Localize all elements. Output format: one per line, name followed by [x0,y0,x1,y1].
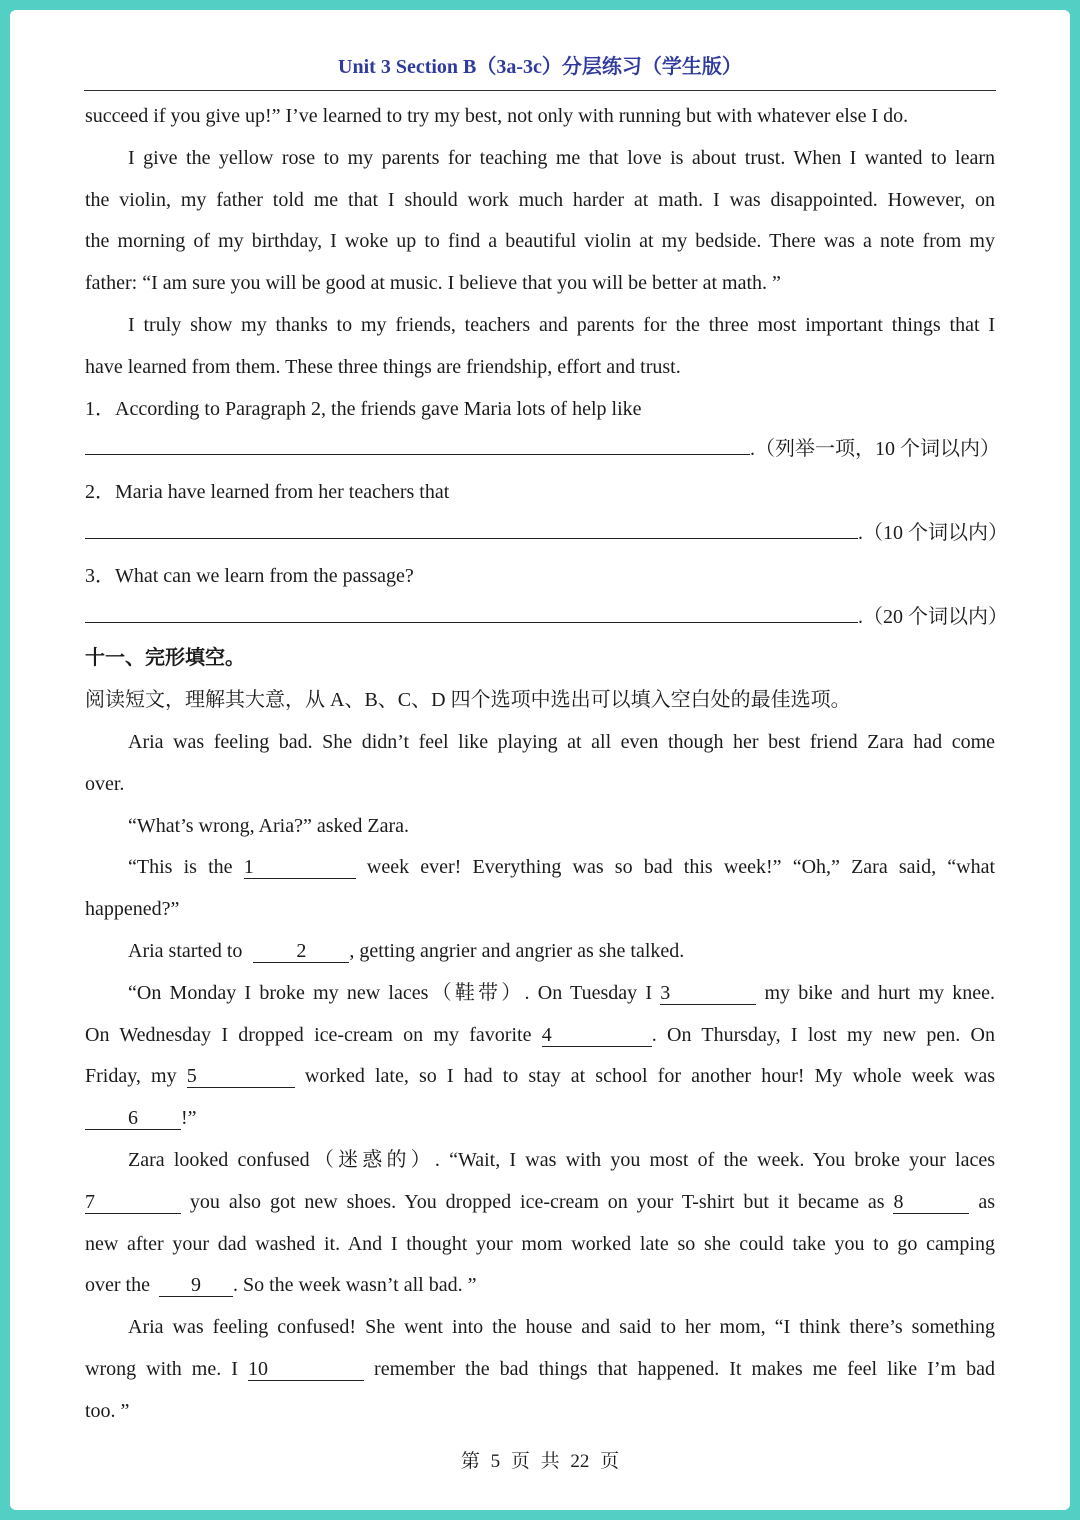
passage-line: the violin, my father told me that I should work much harder at math. I was disappointed. However, on [85,189,995,211]
answer-underline[interactable] [85,622,858,623]
answer-underline[interactable] [85,454,750,455]
cloze-line: Zara looked confused（迷惑的）. “Wait, I was with you most of the week. You broke your laces [128,1149,995,1171]
cloze-text: , getting angrier and angrier as she talked. [349,940,685,962]
cloze-blank-4[interactable]: 4 [542,1024,652,1047]
passage-line: have learned from them. These three things are friendship, effort and trust. [85,356,681,378]
question-3-note: .（20 个词以内） [858,606,1008,628]
cloze-line [128,853,995,881]
question-2-answer-line[interactable] [85,519,1008,547]
passage-line: father: “I am sure you will be good at music. I believe that you will be better at math. ” [85,272,781,294]
cloze-text: “This is the [128,856,233,878]
cloze-text: remember the bad things that happened. It makes me feel like I’m bad [374,1358,996,1380]
cloze-line [128,937,995,965]
section-title: 十一、完形填空。 [85,647,245,669]
cloze-blank-3[interactable]: 3 [660,982,756,1005]
cloze-text: Friday, my [85,1065,177,1087]
page-header-title: Unit 3 Section B（3a-3c）分层练习（学生版） [338,56,742,78]
passage-line: succeed if you give up!” I’ve learned to try my best, not only with running but with whatever else I do. [85,105,909,127]
cloze-line [128,979,995,1007]
passage-line: I truly show my thanks to my friends, teachers and parents for the three most important things that I [128,314,995,336]
cloze-text: you also got new shoes. You dropped ice-cream on your T-shirt but it became as [189,1191,885,1213]
cloze-line [85,1355,995,1383]
cloze-text: as [978,1191,996,1213]
cloze-line: Aria was feeling confused! She went into the house and said to her mom, “I think there’s something [128,1316,995,1338]
cloze-blank-8[interactable]: 8 [893,1191,969,1214]
cloze-blank-10[interactable]: 10 [248,1358,364,1381]
cloze-text: . On Thursday, I lost my new pen. On [651,1024,996,1046]
cloze-blank-5[interactable]: 5 [187,1065,295,1088]
cloze-line: “What’s wrong, Aria?” asked Zara. [128,815,409,837]
question-2-note: .（10 个词以内） [858,522,1008,544]
cloze-text: my bike and hurt my knee. [764,982,995,1004]
question-1-text: 1．According to Paragraph 2, the friends gave Maria lots of help like [85,398,642,420]
page-number: 第 5 页 共 22 页 [460,1451,620,1472]
cloze-line [85,1188,995,1216]
cloze-line: new after your dad washed it. And I thought your mom worked late so she could take you to go camping [85,1233,995,1255]
question-3-answer-line[interactable] [85,603,1008,631]
cloze-text: . So the week wasn’t all bad. ” [232,1274,477,1296]
cloze-line: Aria was feeling bad. She didn’t feel like playing at all even though her best friend Zara had come [128,731,995,753]
cloze-blank-2[interactable]: 2 [253,940,349,963]
cloze-line: too. ” [85,1400,130,1422]
header-divider [84,90,996,91]
cloze-line [85,1104,995,1132]
cloze-line [85,1062,995,1090]
cloze-text: Aria started to [128,940,243,962]
cloze-text: “On Monday I broke my new laces（鞋带）. On Tuesday I [128,982,652,1004]
question-2-text: 2．Maria have learned from her teachers that [85,481,450,503]
cloze-text: wrong with me. I [85,1358,238,1380]
page [10,10,1070,1510]
cloze-text: over the [85,1274,150,1296]
cloze-line [85,1021,995,1049]
cloze-blank-9[interactable]: 9 [159,1274,233,1297]
question-1-answer-line[interactable] [85,435,1000,463]
cloze-text: !” [181,1107,197,1129]
section-instruction: 阅读短文，理解其大意，从 A、B、C、D 四个选项中选出可以填入空白处的最佳选项。 [85,689,851,711]
question-1-note: .（列举一项，10 个词以内） [750,438,1000,460]
cloze-blank-7[interactable]: 7 [85,1191,181,1214]
answer-underline[interactable] [85,538,858,539]
cloze-line: over. [85,773,125,795]
cloze-line: happened?” [85,898,180,920]
passage-line: the morning of my birthday, I woke up to find a beautiful violin at my bedside. There was a note from my [85,230,995,252]
question-3-text: 3．What can we learn from the passage? [85,565,414,587]
cloze-text: worked late, so I had to stay at school for another hour! My whole week was [304,1065,996,1087]
passage-line: I give the yellow rose to my parents for teaching me that love is about trust. When I wanted to learn [128,147,995,169]
cloze-blank-6[interactable]: 6 [85,1107,181,1130]
cloze-line [85,1271,995,1299]
cloze-blank-1[interactable]: 1 [244,856,356,879]
cloze-text: On Wednesday I dropped ice-cream on my favorite [85,1024,532,1046]
cloze-text: week ever! Everything was so bad this week!” “Oh,” Zara said, “what [366,856,996,878]
